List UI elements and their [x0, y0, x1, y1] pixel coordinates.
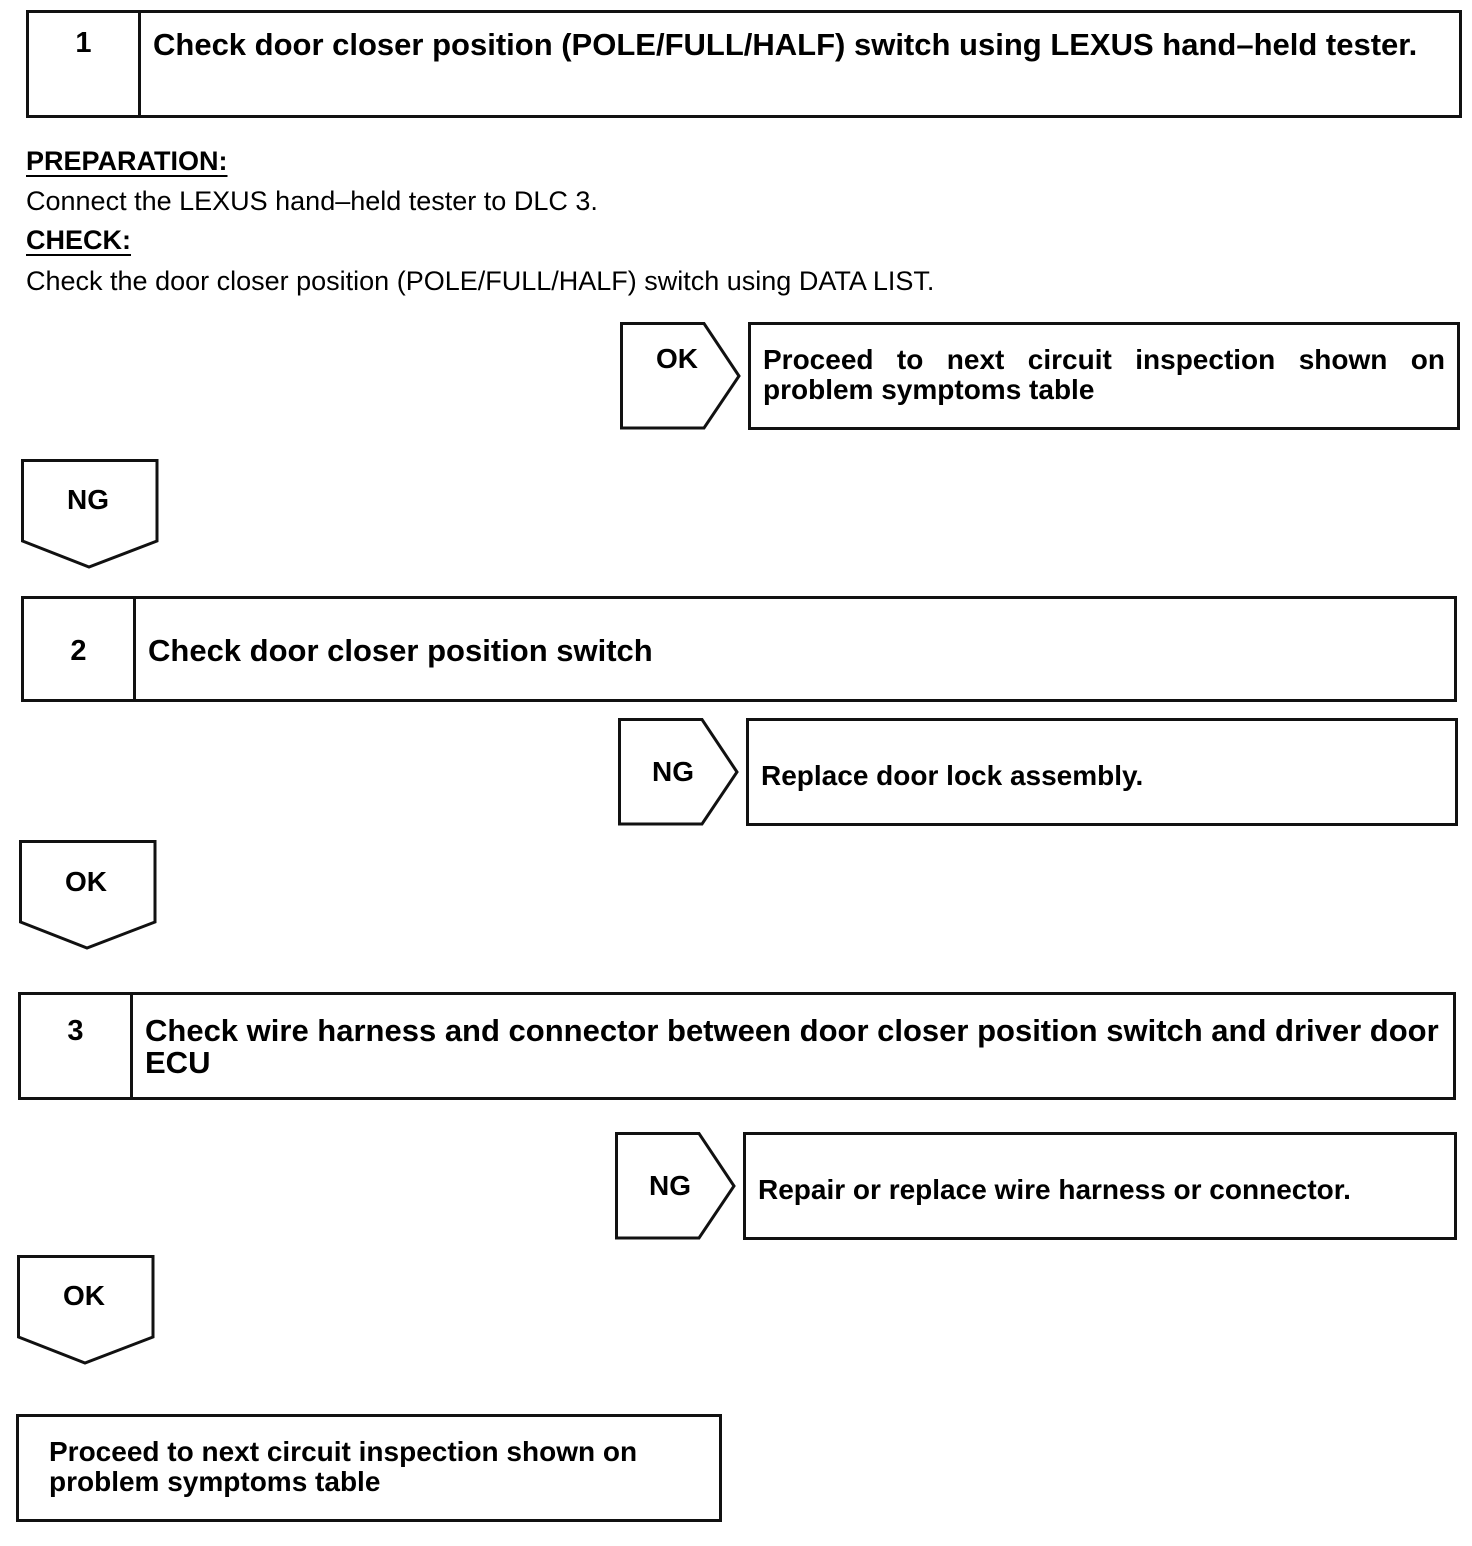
- step-3-ng-label: NG: [649, 1170, 691, 1201]
- step-3-number: 3: [21, 995, 133, 1097]
- check-label: CHECK:: [26, 225, 131, 255]
- step-3-title: Check wire harness and connector between door closer position switch and driver door ECU: [145, 1013, 1439, 1080]
- step-3-ok-down-label: OK: [63, 1280, 105, 1311]
- step-1-number: 1: [29, 13, 141, 115]
- preparation-label: PREPARATION:: [26, 146, 228, 176]
- step-3-ng-result: Repair or replace wire harness or connector.: [743, 1132, 1457, 1240]
- step-1-ng-down-label: NG: [67, 484, 109, 515]
- step-1-ok-result: Proceed to next circuit inspection shown on problem symptoms table: [748, 322, 1460, 430]
- step-2-title: Check door closer position switch: [148, 633, 653, 668]
- step-2-number: 2: [24, 599, 136, 699]
- preparation-text: Connect the LEXUS hand–held tester to DLC 3.: [26, 186, 598, 216]
- step-2-ok-down-label: OK: [65, 866, 107, 897]
- step-1-ok-arrow: [620, 322, 742, 430]
- step-3-box: [18, 992, 1456, 1100]
- step-2-ng-label: NG: [652, 756, 694, 787]
- final-result-box: Proceed to next circuit inspection shown on problem symptoms table: [16, 1414, 722, 1522]
- step-2-ng-result: Replace door lock assembly.: [746, 718, 1458, 826]
- step-1-ok-label: OK: [656, 343, 698, 374]
- step-1-box: [26, 10, 1462, 118]
- step-2-box: [21, 596, 1457, 702]
- step-1-title: Check door closer position (POLE/FULL/HALF) switch using LEXUS hand–held tester.: [153, 27, 1418, 62]
- check-text: Check the door closer position (POLE/FULL/HALF) switch using DATA LIST.: [26, 266, 935, 296]
